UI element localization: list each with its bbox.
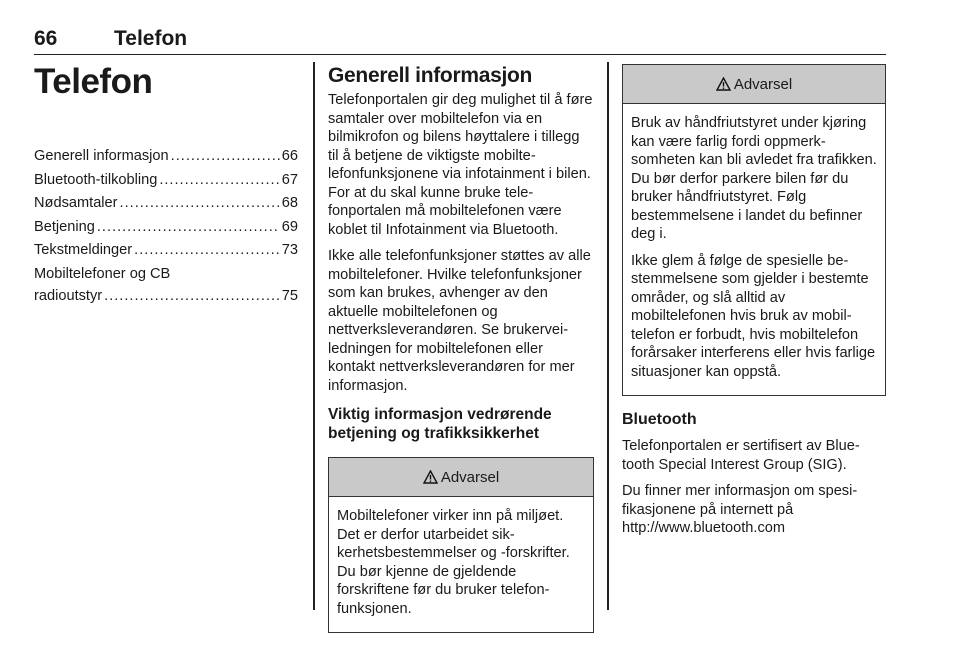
paragraph: Ikke alle telefonfunksjoner støttes av alle mobiltelefoner. Hvilke telefonfunksjoner som kan brukes, avhenger av den aktuelle mobiltelefonen og nettverksleverandøren. Se brukerveiledningen for mobiltelefonen eller kontakt nettverksleverandøren for mer informasjon.	[328, 248, 591, 394]
toc-item[interactable]	[34, 264, 298, 309]
toc-page: 75	[281, 287, 298, 304]
toc-page: 73	[281, 242, 298, 258]
toc-label: Mobiltelefoner og CB	[34, 265, 171, 282]
warning-triangle-icon	[423, 470, 438, 484]
toc-item[interactable]	[34, 145, 298, 169]
warning-box	[328, 457, 594, 633]
toc-page: 67	[281, 171, 298, 188]
toc-item[interactable]	[34, 239, 298, 263]
column-divider	[313, 62, 315, 610]
warning-label: Advarsel	[440, 468, 500, 486]
toc-label: Nødsamtaler	[34, 195, 118, 211]
toc-item[interactable]	[34, 216, 298, 240]
toc-label: Tekstmeldinger	[34, 242, 133, 258]
column-bluetooth	[622, 64, 886, 546]
column-divider	[607, 62, 609, 610]
column-general-info	[328, 64, 594, 645]
toc-page: 66	[281, 148, 298, 164]
chapter-title: Telefon	[34, 62, 153, 101]
running-title: Telefon	[114, 27, 188, 50]
section-heading: Generell informasjon	[328, 64, 533, 87]
paragraph: Telefonportalen gir deg mulighet til å føre samtaler over mobiltelefon via en bilmikrofon og bilens høyttalere i tillegg til å betjene de viktigste mobiltelefonfunksjonene via infotainment i bilen. For at du skal kunne bruke telefonportalen må mobiltelefonen være koblet til Infotainment via Bluetooth.	[328, 92, 593, 238]
toc-item[interactable]	[34, 169, 298, 193]
page-header	[34, 26, 886, 55]
warning-label: Advarsel	[733, 75, 793, 93]
toc-label: radioutstyr	[34, 287, 103, 304]
warning-text: Bruk av håndfriutstyret under kjøring kan være farlig fordi oppmerksomheten kan bli avledet fra trafikken. Du bør derfor parkere bilen før du bruker håndfriutstyret. Følg bestemmelsene i landet du befinner deg i.	[631, 115, 877, 242]
toc-label: Betjening	[34, 218, 95, 235]
paragraph: Telefonportalen er sertifisert av Bluetooth Special Interest Group (SIG).	[622, 438, 860, 473]
toc-label: Generell informasjon	[34, 148, 169, 164]
warning-triangle-icon	[716, 77, 731, 91]
subheading: Viktig informasjon vedrørende betjening og trafikksikkerhet	[328, 406, 552, 442]
table-of-contents	[34, 145, 298, 308]
toc-item[interactable]	[34, 192, 298, 216]
warning-text: Mobiltelefoner virker inn på miljøet. Det er derfor utarbeidet sikkerhetsbestemmelser og -forskrifter. Du bør kjenne de gjeldende forskriftene før du bruker telefonfunksjonen.	[337, 508, 570, 617]
warning-box	[622, 64, 886, 396]
toc-label: Bluetooth-tilkobling	[34, 171, 158, 188]
toc-page: 69	[281, 218, 298, 235]
warning-text: Ikke glem å følge de spesielle bestemmelsene som gjelder i bestemte områder, og slå alltid av mobiltelefonen hvis bruk av mobiltelefon er forbudt, hvis mobiltelefon forårsaker interferens eller hvis farlige situasjoner kan oppstå.	[631, 252, 876, 380]
paragraph: Du finner mer informasjon om spesifikasjonene på internett på http://www.bluetooth.com	[622, 483, 858, 536]
toc-page: 68	[281, 195, 298, 211]
section-heading-bluetooth: Bluetooth	[622, 411, 697, 428]
page-number: 66	[34, 27, 58, 50]
